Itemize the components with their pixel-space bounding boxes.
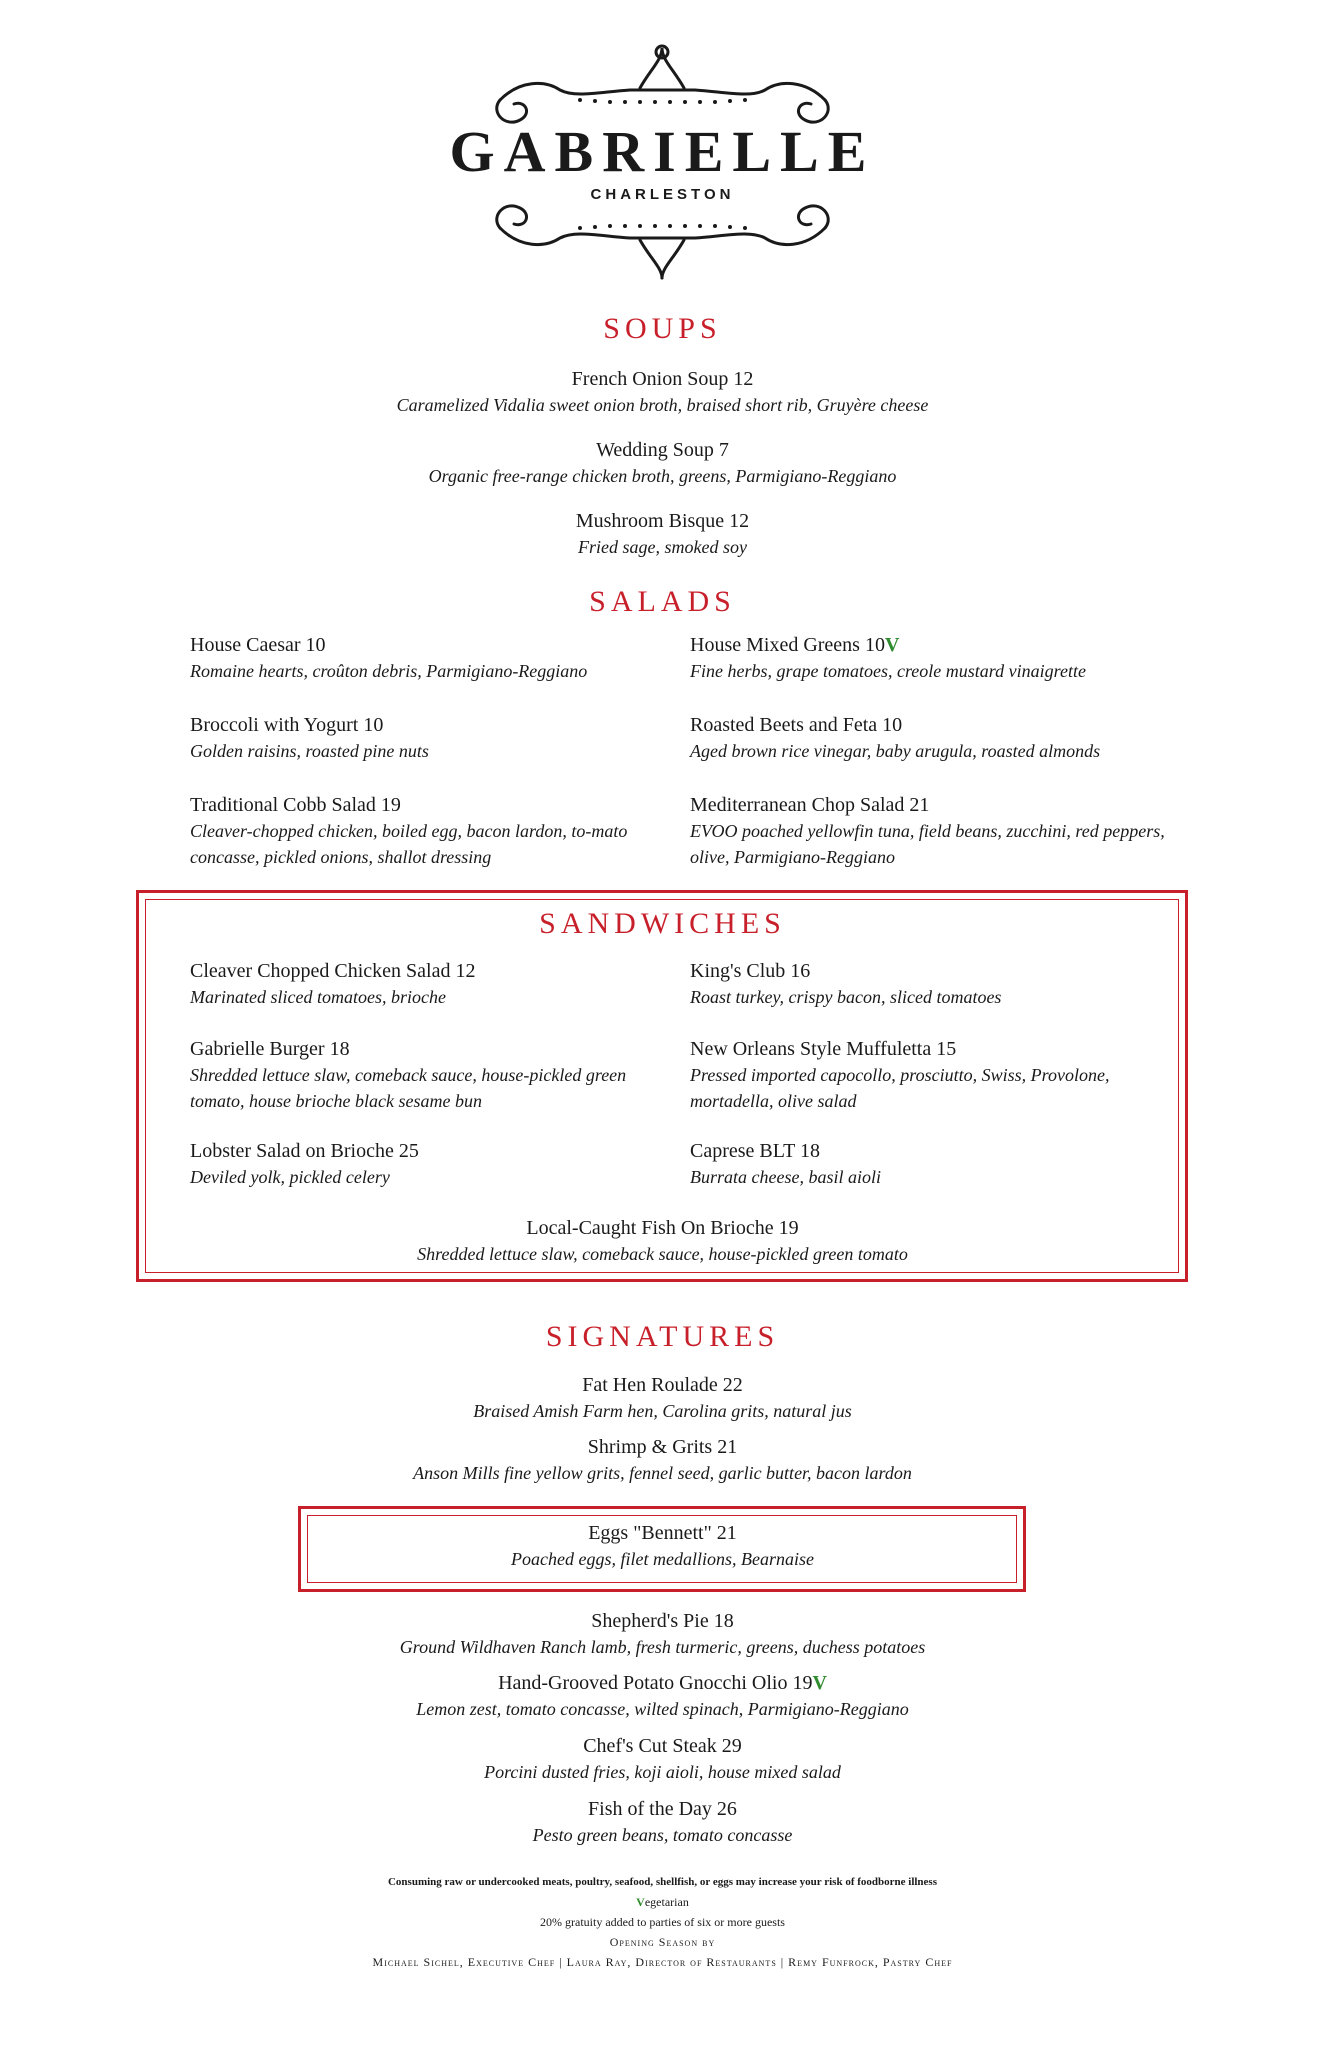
item-name: Chef's Cut Steak 29 xyxy=(583,1735,742,1757)
item-desc: Pesto green beans, tomato concasse xyxy=(532,1825,793,1845)
item-name: Eggs "Bennett" 21 xyxy=(588,1522,737,1544)
menu-item xyxy=(0,1796,1325,1848)
item-desc: Fried sage, smoked soy xyxy=(578,537,747,557)
item-desc: Braised Amish Farm hen, Carolina grits, natural jus xyxy=(473,1401,852,1421)
menu-item xyxy=(690,712,1170,764)
item-desc: Organic free-range chicken broth, greens, Parmigiano-Reggiano xyxy=(428,466,897,486)
vegetarian-legend xyxy=(0,1892,1325,1912)
item-desc: Anson Mills fine yellow grits, fennel seed, garlic butter, bacon lardon xyxy=(413,1463,912,1483)
item-desc: Lemon zest, tomato concasse, wilted spinach, Parmigiano-Reggiano xyxy=(416,1699,909,1719)
menu-item xyxy=(0,437,1325,489)
item-name: Roasted Beets and Feta 10 xyxy=(690,714,903,736)
item-desc: Fine herbs, grape tomatoes, creole mustard vinaigrette xyxy=(690,661,1086,681)
vegetarian-icon: V xyxy=(812,1672,827,1694)
item-desc: Aged brown rice vinegar, baby arugula, roasted almonds xyxy=(690,741,1101,761)
featured-item xyxy=(0,1520,1325,1572)
menu-item xyxy=(0,508,1325,560)
item-name xyxy=(690,632,1170,658)
menu-item xyxy=(0,366,1325,418)
item-desc: Ground Wildhaven Ranch lamb, fresh turmeric, greens, duchess potatoes xyxy=(399,1637,926,1657)
item-desc: Golden raisins, roasted pine nuts xyxy=(190,741,429,761)
item-name: Fat Hen Roulade 22 xyxy=(582,1374,743,1396)
item-name: Caprese BLT 18 xyxy=(690,1140,820,1162)
item-name: Shrimp & Grits 21 xyxy=(587,1436,738,1458)
item-name: Shepherd's Pie 18 xyxy=(591,1610,734,1632)
menu-item xyxy=(190,632,630,684)
item-desc: Marinated sliced tomatoes, brioche xyxy=(190,987,446,1007)
item-name: Mediterranean Chop Salad 21 xyxy=(690,794,930,816)
item-desc: Deviled yolk, pickled celery xyxy=(190,1167,390,1187)
item-desc: EVOO poached yellowfin tuna, field beans, zucchini, red peppers, olive, Parmigiano-Reggiano xyxy=(690,821,1165,867)
menu-item xyxy=(0,1434,1325,1486)
item-desc: Shredded lettuce slaw, comeback sauce, house-pickled green tomato, house brioche black sesame bun xyxy=(190,1065,627,1111)
menu-item xyxy=(190,792,630,870)
menu-item xyxy=(690,958,1170,1010)
item-desc: Roast turkey, crispy bacon, sliced tomatoes xyxy=(690,987,1002,1007)
signatures-heading: SIGNATURES xyxy=(545,1320,780,1353)
item-name: Broccoli with Yogurt 10 xyxy=(190,714,384,736)
menu-item xyxy=(0,1215,1325,1267)
item-name: Lobster Salad on Brioche 25 xyxy=(190,1140,419,1162)
item-desc: Shredded lettuce slaw, comeback sauce, house-pickled green tomato xyxy=(417,1244,908,1264)
item-name: Mushroom Bisque 12 xyxy=(575,510,750,532)
item-name: Gabrielle Burger 18 xyxy=(190,1038,350,1060)
staff-credits: Michael Sichel, Executive Chef | Laura Ray, Director of Restaurants | Remy Funfrock, Pastry Chef xyxy=(372,1955,953,1969)
item-name: New Orleans Style Muffuletta 15 xyxy=(690,1038,957,1060)
gratuity-note: 20% gratuity added to parties of six or more guests xyxy=(540,1915,785,1929)
soups-heading: SOUPS xyxy=(603,312,722,345)
menu-item xyxy=(690,632,1170,684)
item-desc: Poached eggs, filet medallions, Bearnaise xyxy=(511,1549,814,1569)
sandwiches-heading: SANDWICHES xyxy=(539,907,786,940)
restaurant-location: CHARLESTON xyxy=(590,186,735,203)
item-name-text: Hand-Grooved Potato Gnocchi Olio 19 xyxy=(498,1672,813,1694)
restaurant-name: GABRIELLE xyxy=(449,119,876,184)
item-desc: Porcini dusted fries, koji aioli, house mixed salad xyxy=(484,1762,841,1782)
vegetarian-label: egetarian xyxy=(644,1895,689,1909)
item-desc: Burrata cheese, basil aioli xyxy=(690,1167,881,1187)
vegetarian-icon: V xyxy=(636,1895,645,1909)
item-desc: Pressed imported capocollo, prosciutto, Swiss, Provolone, mortadella, olive salad xyxy=(690,1065,1110,1111)
item-name: Local-Caught Fish On Brioche 19 xyxy=(526,1217,799,1239)
footer xyxy=(0,1872,1325,1972)
item-name xyxy=(0,1670,1325,1696)
opening-season: Opening Season by xyxy=(609,1935,716,1949)
menu-item xyxy=(0,1372,1325,1424)
vegetarian-icon: V xyxy=(884,634,900,656)
item-desc: Cleaver-chopped chicken, boiled egg, bacon lardon, to-mato concasse, pickled onions, shallot dressing xyxy=(190,821,628,867)
menu-item xyxy=(0,1608,1325,1660)
salads-heading: SALADS xyxy=(589,585,736,618)
item-name: Traditional Cobb Salad 19 xyxy=(190,794,401,816)
menu-item xyxy=(190,1138,630,1190)
menu-item xyxy=(0,1670,1325,1722)
food-safety-warning: Consuming raw or undercooked meats, poultry, seafood, shellfish, or eggs may increase your risk of foodborne illness xyxy=(387,1876,937,1888)
menu-item xyxy=(190,1036,630,1114)
item-name: Cleaver Chopped Chicken Salad 12 xyxy=(190,960,476,982)
item-desc: Romaine hearts, croûton debris, Parmigiano-Reggiano xyxy=(190,661,588,681)
menu-item xyxy=(190,958,630,1010)
item-name: King's Club 16 xyxy=(690,960,811,982)
item-name: Wedding Soup 7 xyxy=(596,439,729,461)
menu-item xyxy=(690,1138,1170,1190)
menu-item xyxy=(690,1036,1170,1114)
item-name-text: House Mixed Greens 10 xyxy=(690,634,885,656)
menu-item xyxy=(690,792,1170,870)
menu-item xyxy=(190,712,630,764)
item-desc: Caramelized Vidalia sweet onion broth, braised short rib, Gruyère cheese xyxy=(396,395,929,415)
item-name: House Caesar 10 xyxy=(190,634,326,656)
item-name: French Onion Soup 12 xyxy=(571,368,754,390)
menu-item xyxy=(0,1733,1325,1785)
item-name: Fish of the Day 26 xyxy=(588,1798,737,1820)
